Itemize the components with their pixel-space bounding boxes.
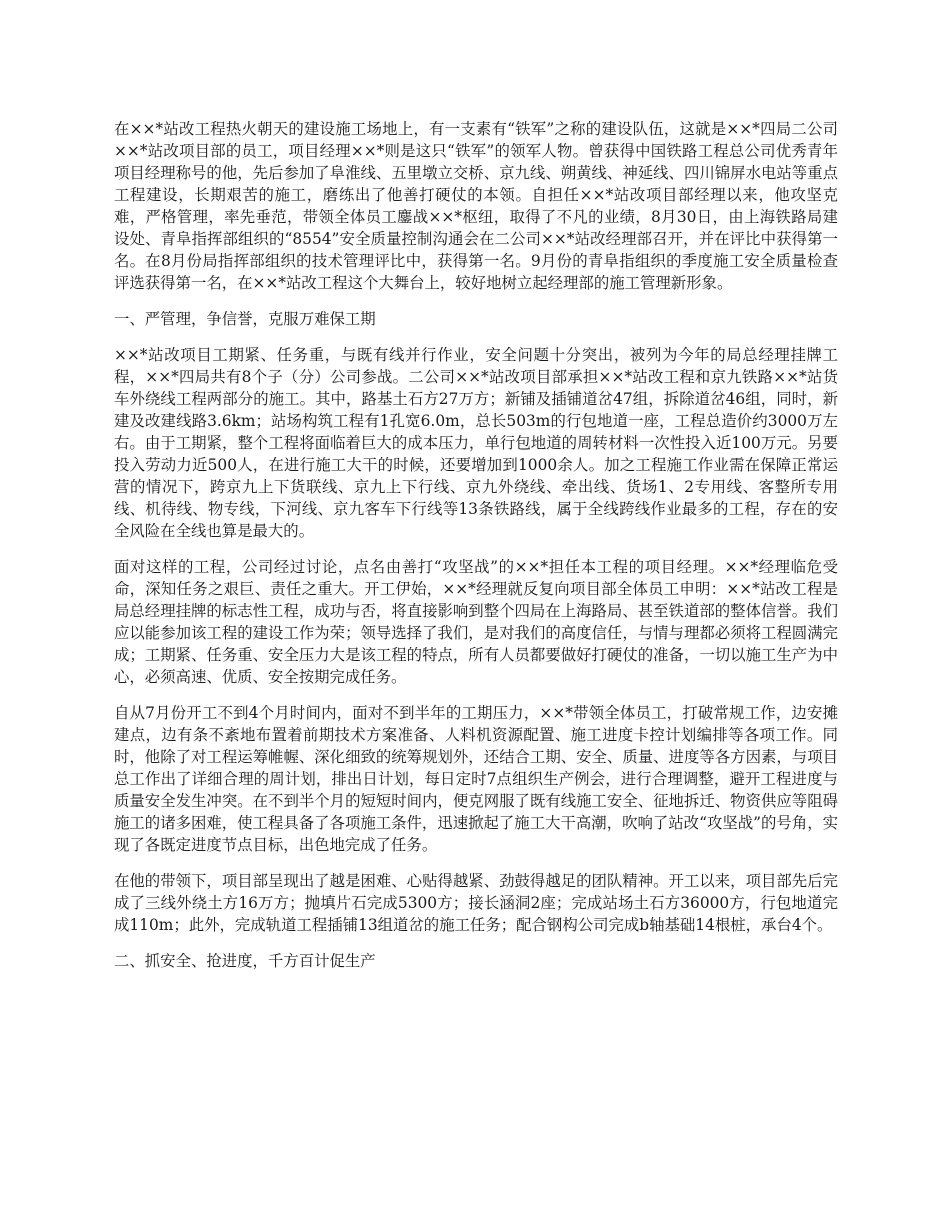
section-heading-1: 一、严管理，争信誉，克服万难保工期 xyxy=(114,310,376,328)
body-paragraph-manager-appointment: 面对这样的工程，公司经过讨论，点名由善打“攻坚战”的××*担任本工程的项目经理。××*经理临危受命，深知任务之艰巨、责任之重大。开工伊始，××*经理就反复向项目部全体员工申明：××*站改工程是局总经理挂牌的标志性工程，成功与否，将直接影响到整个四局在上海路局、甚至铁道部的整体信誉。我们应以能参加该工程的建设工作为荣；领导选择了我们，是对我们的高度信任，与情与理都必须将工程圆满完成；工期紧、任务重、安全压力大是该工程的特点，所有人员都要做好打硬仗的准备，一切以施工生产为中心，必须高速、优质、安全按期完成任务。 xyxy=(114,558,838,686)
document-body xyxy=(114,118,838,986)
intro-paragraph: 在××*站改工程热火朝天的建设施工场地上，有一支素有“铁军”之称的建设队伍，这就是××*四局二公司××*站改项目部的员工，项目经理××*则是这只“铁军”的领军人物。曾获得中国铁路工程总公司优秀青年项目经理称号的他，先后参加了阜淮线、五里墩立交桥、京九线、朔黄线、神延线、四川锦屏水电站等重点工程建设，长期艰苦的施工，磨练出了他善打硬仗的本领。自担任××*站改项目部经理以来，他攻坚克难，严格管理，率先垂范，带领全体员工鏖战××*枢纽，取得了不凡的业绩，8月30日，由上海铁路局建设处、青阜指挥部组织的“8554”安全质量控制沟通会在二公司××*站改经理部召开，并在评比中获得第一名。在8月份局指挥部组织的技术管理评比中，获得第一名。9月份的青阜指组织的季度施工安全质量检查评选获得第一名，在××*站改工程这个大舞台上，较好地树立起经理部的施工管理新形象。 xyxy=(114,120,838,292)
body-paragraph-schedule-work: 自从7月份开工不到4个月时间内，面对不到半年的工期压力，××*带领全体员工，打破常规工作，边安摊建点，边有条不紊地布置着前期技术方案准备、人料机资源配置、施工进度卡控计划编排等各项工作。同时，他除了对工程运筹帷幄、深化细致的统筹规划外，还结合工期、安全、质量、进度等各方因素，与项目总工作出了详细合理的周计划，排出日计划，每日定时7点组织生产例会，进行合理调整，避开工程进度与质量安全发生冲突。在不到半个月的短短时间内，便克网服了既有线施工安全、征地拆迁、物资供应等阻碍施工的诸多困难，使工程具备了各项施工条件，迅速掀起了施工大干高潮，吹响了站改“攻坚战”的号角，实现了各既定进度节点目标，出色地完成了任务。 xyxy=(114,704,838,854)
section-heading-2: 二、抓安全、抢进度，千方百计促生产 xyxy=(114,952,376,970)
body-paragraph-achievements: 在他的带领下，项目部呈现出了越是困难、心贴得越紧、劲鼓得越足的团队精神。开工以来，项目部先后完成了三线外绕土方16万方；抛填片石完成5300方；接长涵洞2座；完成站场土石方36000方，行包地道完成110m；此外，完成轨道工程插铺13组道岔的施工任务；配合钢构公司完成b轴基础14根桩，承台4个。 xyxy=(114,872,838,934)
body-paragraph-project-overview: ××*站改项目工期紧、任务重，与既有线并行作业，安全问题十分突出，被列为今年的局总经理挂牌工程，××*四局共有8个子（分）公司参战。二公司××*站改项目部承担××*站改工程和京九铁路××*站货车外绕线工程两部分的施工。其中，路基土石方27万方；新铺及插铺道岔47组，拆除道岔46组，同时，新建及改建线路3.6km；站场构筑工程有1孔宽6.0m，总长503m的行包地道一座，工程总造价约3000万左右。由于工期紧，整个工程将面临着巨大的成本压力，单行包地道的周转材料一次性投入近100万元。另要投入劳动力近500人，在进行施工大干的时候，还要增加到1000余人。加之工程施工作业需在保障正常运营的情况下，跨京九上下货联线、京九上下行线、京九外绕线、牵出线、货场1、2专用线、客整所专用线、机待线、物专线，下河线、京九客车下行线等13条铁路线，属于全线跨线作业最多的工程，存在的安全风险在全线也算是最大的。 xyxy=(114,346,838,540)
